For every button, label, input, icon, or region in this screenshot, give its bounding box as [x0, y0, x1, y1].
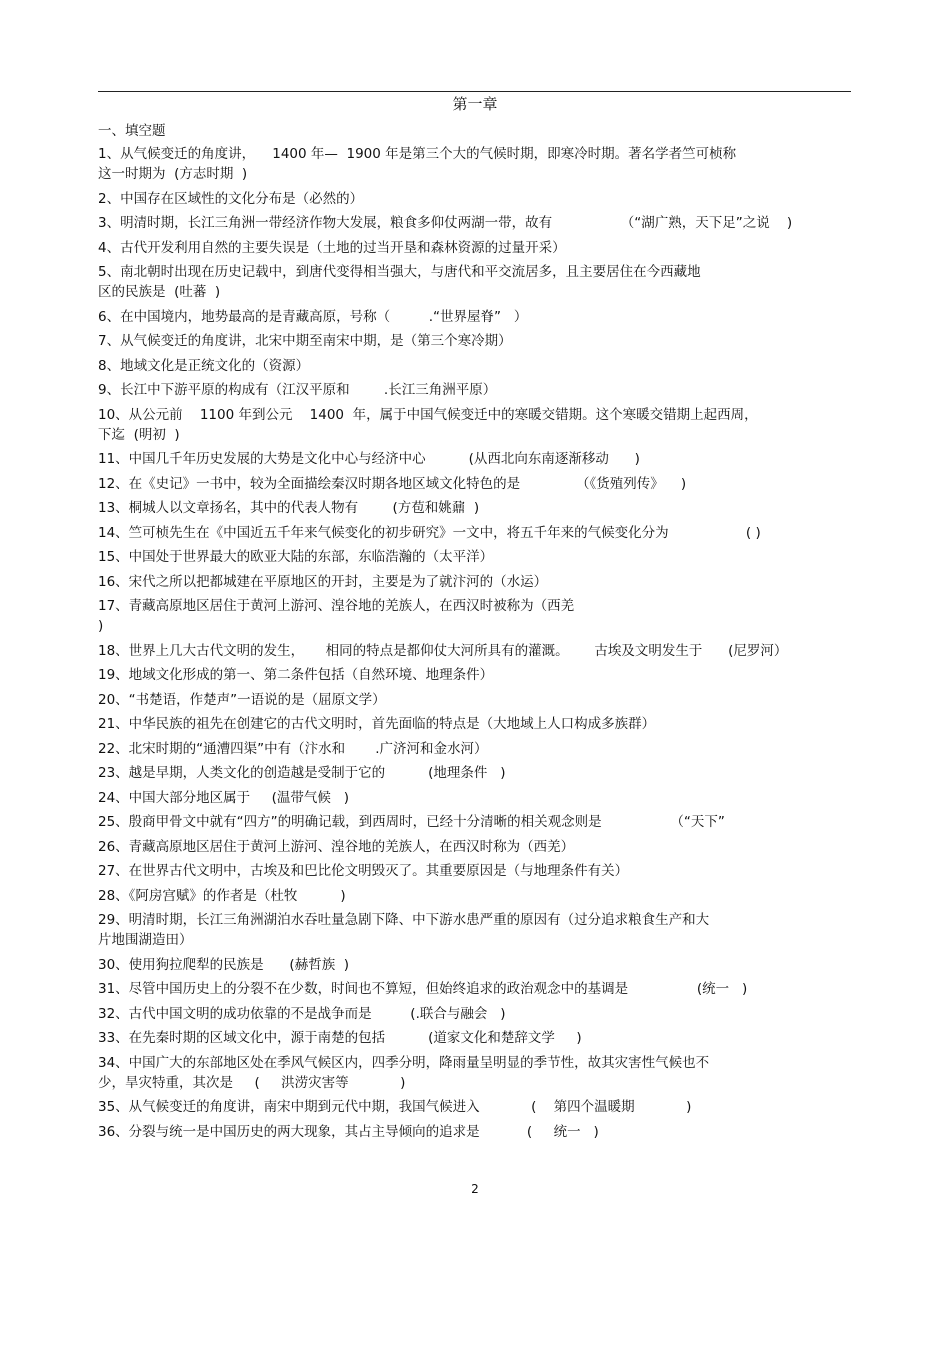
question-list — [98, 144, 858, 1146]
question-line: 片地围湖造田） — [98, 932, 193, 948]
question-item — [98, 474, 858, 494]
question-item — [98, 812, 858, 832]
question-item — [98, 1053, 858, 1093]
question-line: 35、从气候变迁的角度讲，南宋中期到元代中期，我国气候进入 ( 第四个温暖期 ) — [98, 1099, 692, 1115]
question-line: 34、中国广大的东部地区处在季风气候区内，四季分明，降雨量呈明显的季节性，故其灾害性气候也不 — [98, 1054, 710, 1071]
question-item — [98, 1028, 858, 1048]
question-line: 区的民族是 (吐蕃 ) — [98, 284, 221, 300]
question-line: ) — [98, 618, 104, 634]
question-item — [98, 1097, 858, 1117]
header-rule — [98, 91, 851, 92]
question-item — [98, 788, 858, 808]
question-item — [98, 213, 858, 233]
section-title: 一、填空题 — [98, 123, 166, 139]
question-item — [98, 596, 858, 636]
question-item — [98, 262, 858, 302]
question-item — [98, 1004, 858, 1024]
question-line: 14、竺可桢先生在《中国近五千年来气候变化的初步研究》一文中，将五千年来的气候变化分为 ( ) — [98, 524, 761, 541]
question-item — [98, 910, 858, 950]
question-line: 7、从气候变迁的角度讲，北宋中期至南宋中期，是（第三个寒冷期） — [98, 333, 512, 349]
question-line: 1、从气候变迁的角度讲， 1400 年— 1900 年是第三个大的气候时期，即寒冷时期。著名学者竺可桢称 — [98, 146, 737, 162]
question-line: 16、宋代之所以把都城建在平原地区的开封，主要是为了就汴河的（水运） — [98, 573, 548, 590]
question-line: 36、分裂与统一是中国历史的两大现象，其占主导倾向的追求是 ( 统一 ) — [98, 1123, 599, 1140]
question-line: 28、《阿房宫赋》的作者是（杜牧 ) — [98, 887, 346, 904]
question-line: 17、青藏高原地区居住于黄河上游河、湟谷地的羌族人，在西汉时被称为（西羌 — [98, 598, 575, 614]
question-item — [98, 523, 858, 543]
question-line: 21、中华民族的祖先在创建它的古代文明时，首先面临的特点是（大地域上人口构成多族群） — [98, 716, 656, 732]
question-item — [98, 307, 858, 327]
question-item — [98, 356, 858, 376]
question-item — [98, 189, 858, 209]
question-item — [98, 861, 858, 881]
question-line: 15、中国处于世界最大的欧亚大陆的东部，东临浩瀚的（太平洋） — [98, 549, 494, 565]
question-item — [98, 144, 858, 184]
question-line: 27、在世界古代文明中，古埃及和巴比伦文明毁灭了。其重要原因是（与地理条件有关） — [98, 863, 629, 879]
question-item — [98, 763, 858, 783]
question-item — [98, 331, 858, 351]
question-line: 少，旱灾特重，其次是 ( 洪涝灾害等 ) — [98, 1074, 406, 1091]
question-item — [98, 886, 858, 906]
question-line: 20、“书楚语，作楚声”一语说的是（屈原文学） — [98, 691, 386, 708]
question-item — [98, 837, 858, 857]
question-line: 30、使用狗拉爬犁的民族是 (赫哲族 ) — [98, 956, 350, 973]
page-number: 2 — [471, 1182, 479, 1196]
question-line: 32、古代中国文明的成功依靠的不是战争而是 (.联合与融会 ) — [98, 1005, 506, 1022]
question-line: 23、越是早期，人类文化的创造越是受制于它的 (地理条件 ) — [98, 765, 506, 781]
question-item — [98, 714, 858, 734]
question-line: 31、尽管中国历史上的分裂不在少数，时间也不算短，但始终追求的政治观念中的基调是 (统一 ) — [98, 981, 748, 997]
question-item — [98, 690, 858, 710]
question-line: 18、世界上几大古代文明的发生， 相同的特点是都仰仗大河所具有的灌溉。 古埃及文明发生于 (尼罗河） — [98, 642, 788, 659]
question-item — [98, 665, 858, 685]
question-line: 26、青藏高原地区居住于黄河上游河、湟谷地的羌族人，在西汉时称为（西羌） — [98, 838, 575, 855]
question-item — [98, 238, 858, 258]
question-line: 8、地域文化是正统文化的（资源） — [98, 357, 310, 374]
question-item — [98, 1122, 858, 1142]
question-item — [98, 449, 858, 469]
question-line: 12、在《史记》一书中，较为全面描绘秦汉时期各地区域文化特色的是 （《货殖列传》 ) — [98, 475, 687, 492]
question-line: 9、长江中下游平原的构成有（江汉平原和 .长江三角洲平原） — [98, 382, 497, 398]
question-item — [98, 547, 858, 567]
question-line: 24、中国大部分地区属于 (温带气候 ) — [98, 789, 350, 806]
question-item — [98, 641, 858, 661]
question-line: 19、地域文化形成的第一、第二条件包括（自然环境、地理条件） — [98, 667, 494, 683]
question-line: 下迄 (明初 ) — [98, 426, 180, 443]
question-line: 29、明清时期，长江三角洲湖泊水吞吐量急剧下降、中下游水患严重的原因有（过分追求粮食生产和大 — [98, 912, 710, 928]
question-item — [98, 955, 858, 975]
question-item — [98, 979, 858, 999]
question-line: 10、从公元前 1100 年到公元 1400 年，属于中国气候变迁中的寒暖交错期。这个寒暖交错期上起西周， — [98, 406, 758, 423]
question-line: 13、桐城人以文章扬名，其中的代表人物有 (方苞和姚鼐 ) — [98, 500, 480, 516]
question-line: 25、殷商甲骨文中就有“四方”的明确记载，到西周时，已经十分清晰的相关观念则是 （“天下” — [98, 814, 725, 830]
question-line: 11、中国几千年历史发展的大势是文化中心与经济中心 (从西北向东南逐渐移动 ) — [98, 451, 640, 467]
question-item — [98, 572, 858, 592]
question-line: 这一时期为 (方志时期 ) — [98, 166, 248, 182]
question-line: 2、中国存在区域性的文化分布是（必然的） — [98, 190, 364, 207]
question-line: 22、北宋时期的“通漕四渠”中有（汴水和 .广济河和金水河） — [98, 740, 488, 757]
question-item — [98, 498, 858, 518]
question-line: 3、明清时期，长江三角洲一带经济作物大发展，粮食多仰仗两湖一带，故有 （“湖广熟，天下足”之说 ) — [98, 215, 793, 231]
question-item — [98, 405, 858, 445]
question-item — [98, 380, 858, 400]
question-line: 5、南北朝时出现在历史记载中，到唐代变得相当强大，与唐代和平交流居多，且主要居住在今西藏地 — [98, 264, 701, 280]
question-line: 6、在中国境内，地势最高的是青藏高原，号称（ .“世界屋脊” ） — [98, 308, 528, 325]
chapter-title: 第一章 — [452, 95, 498, 113]
question-line: 33、在先秦时期的区域文化中，源于南楚的包括 (道家文化和楚辞文学 ) — [98, 1030, 582, 1046]
question-line: 4、古代开发利用自然的主要失误是（土地的过当开垦和森林资源的过量开采） — [98, 239, 566, 256]
question-item — [98, 739, 858, 759]
